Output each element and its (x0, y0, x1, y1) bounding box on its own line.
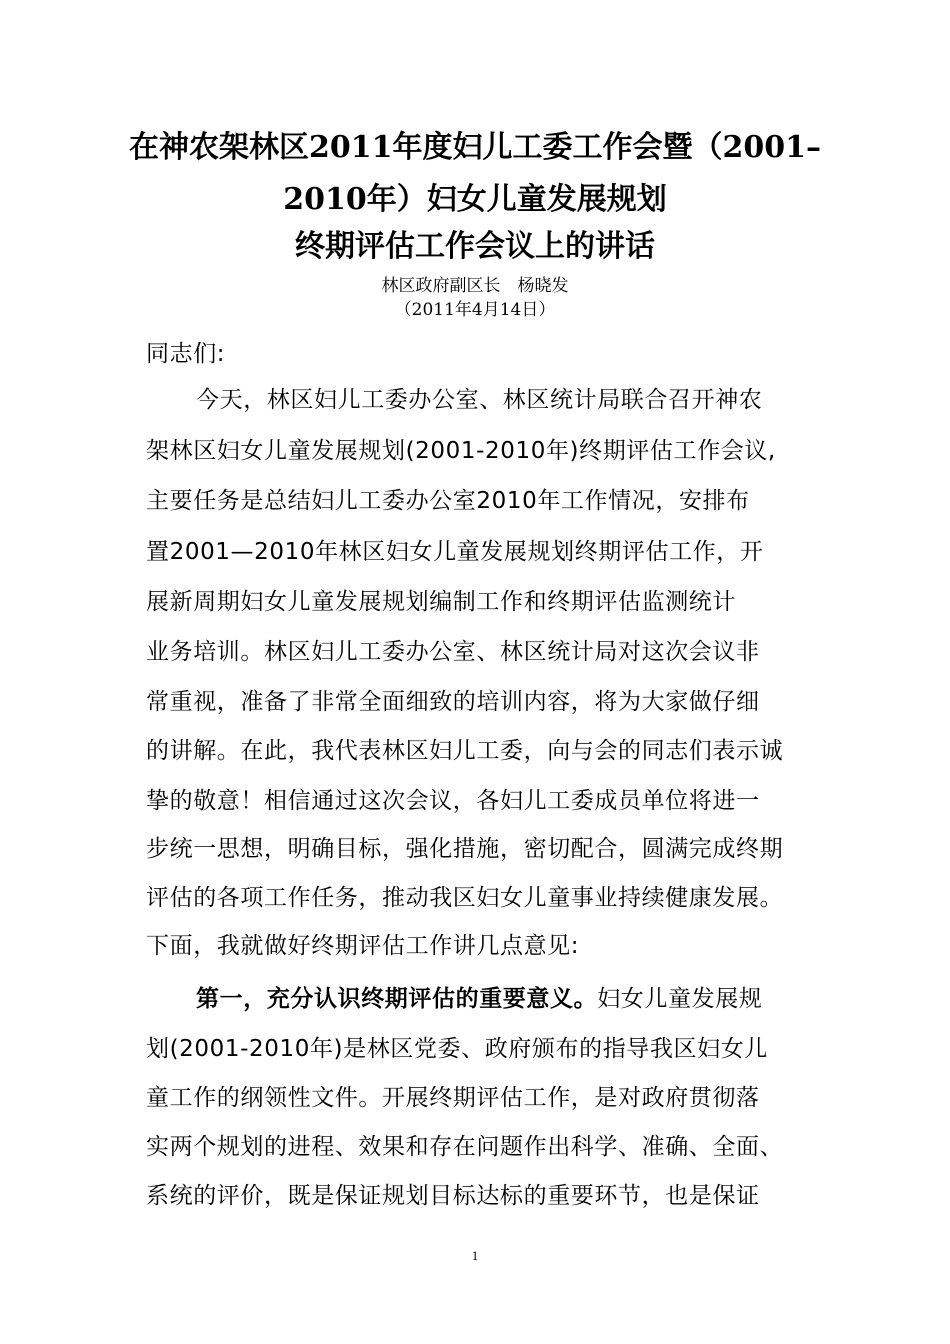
body-line: 步统一思想，明确目标，强化措施，密切配合，圆满完成终期 (146, 836, 784, 862)
body-line: 置2001—2010年林区妇女儿童发展规划终期评估工作，开 (146, 539, 764, 565)
body-line: 常重视，准备了非常全面细致的培训内容，将为大家做仔细 (146, 689, 760, 715)
body-line: 下面，我就做好终期评估工作讲几点意见: (146, 933, 580, 959)
section-1-first-line (196, 984, 886, 1014)
section-1-text: 妇女儿童发展规 (597, 986, 763, 1012)
section-1-heading: 第一，充分认识终期评估的重要意义。 (196, 986, 598, 1012)
body-line: 划(2001-2010年)是林区党委、政府颁布的指导我区妇女儿 (146, 1036, 768, 1062)
title-line-3: 终期评估工作会议上的讲话 (295, 229, 655, 264)
title-line-2: 2010年）妇女儿童发展规划 (283, 182, 667, 217)
body-line: 展新周期妇女儿童发展规划编制工作和终期评估监测统计 (146, 589, 736, 615)
body-line: 系统的评价，既是保证规划目标达标的重要环节，也是保证 (146, 1183, 760, 1209)
body-line: 业务培训。林区妇儿工委办公室、林区统计局对这次会议非 (146, 639, 760, 665)
date-line: （2011年4月14日） (394, 300, 556, 320)
body-line: 童工作的纲领性文件。开展终期评估工作，是对政府贯彻落 (146, 1085, 760, 1111)
body-line: 今天，林区妇儿工委办公室、林区统计局联合召开神农 (196, 387, 763, 413)
speaker-line: 林区政府副区长 杨晓发 (381, 276, 569, 296)
body-line: 的讲解。在此，我代表林区妇儿工委，向与会的同志们表示诚 (146, 738, 784, 764)
title-line-1: 在神农架林区2011年度妇儿工委工作会暨（2001– (129, 130, 821, 165)
body-line: 实两个规划的进程、效果和存在问题作出科学、准确、全面、 (146, 1134, 784, 1160)
body-line: 挚的敬意！相信通过这次会议，各妇儿工委成员单位将进一 (146, 788, 760, 814)
body-line: 架林区妇女儿童发展规划(2001-2010年)终期评估工作会议, (146, 438, 776, 464)
salutation: 同志们: (146, 341, 226, 367)
page-number: 1 (471, 1248, 479, 1263)
body-line: 主要任务是总结妇儿工委办公室2010年工作情况，安排布 (146, 488, 750, 514)
body-line: 评估的各项工作任务，推动我区妇女儿童事业持续健康发展。 (146, 885, 784, 911)
